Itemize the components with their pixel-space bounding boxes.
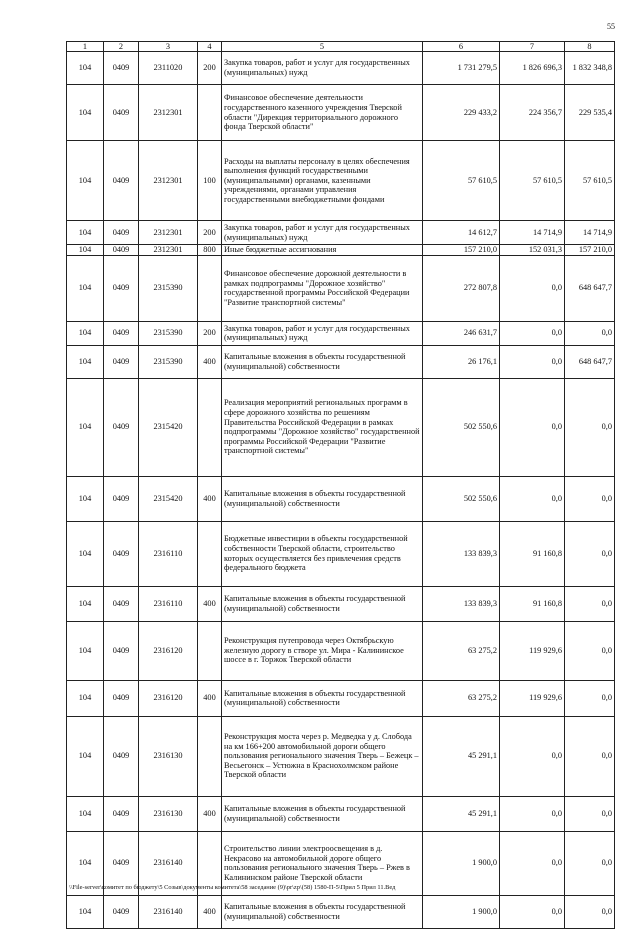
ministry-code-cell: 104 bbox=[67, 345, 104, 378]
section-code-cell: 0409 bbox=[104, 85, 139, 141]
expense-type-cell bbox=[198, 716, 222, 796]
target-article-cell: 2316130 bbox=[139, 716, 198, 796]
amount-year-1-cell: 1 900,0 bbox=[423, 831, 500, 895]
ministry-code-cell: 104 bbox=[67, 378, 104, 476]
amount-year-2-cell: 57 610,5 bbox=[500, 141, 565, 221]
item-name-cell: Иные бюджетные ассигнования bbox=[222, 245, 423, 256]
amount-year-3-cell: 0,0 bbox=[565, 321, 615, 345]
amount-year-2-cell: 0,0 bbox=[500, 831, 565, 895]
table-row bbox=[67, 521, 615, 586]
amount-year-1-cell: 1 900,0 bbox=[423, 895, 500, 928]
table-row bbox=[67, 586, 615, 621]
column-header: 4 bbox=[198, 42, 222, 52]
amount-year-3-cell: 648 647,7 bbox=[565, 255, 615, 321]
item-name-cell: Расходы на выплаты персоналу в целях обеспечения выполнения функций государственными (муниципальными) органами, казенными учреждениями, органами управления государственными внебюджетными фондами bbox=[222, 141, 423, 221]
expense-type-cell: 400 bbox=[198, 895, 222, 928]
item-name-cell: Капитальные вложения в объекты государственной (муниципальной) собственности bbox=[222, 345, 423, 378]
amount-year-3-cell: 0,0 bbox=[565, 521, 615, 586]
amount-year-2-cell: 0,0 bbox=[500, 321, 565, 345]
amount-year-1-cell: 57 610,5 bbox=[423, 141, 500, 221]
ministry-code-cell: 104 bbox=[67, 321, 104, 345]
amount-year-2-cell: 119 929,6 bbox=[500, 621, 565, 680]
amount-year-1-cell: 272 807,8 bbox=[423, 255, 500, 321]
section-code-cell: 0409 bbox=[104, 345, 139, 378]
amount-year-2-cell: 0,0 bbox=[500, 716, 565, 796]
ministry-code-cell: 104 bbox=[67, 680, 104, 716]
item-name-cell: Строительство линии электроосвещения в д. Некрасово на автомобильной дороге общего пользования регионального значения Тверь – Ржев в Калининском районе Тверской области bbox=[222, 831, 423, 895]
target-article-cell: 2315390 bbox=[139, 255, 198, 321]
amount-year-2-cell: 91 160,8 bbox=[500, 521, 565, 586]
ministry-code-cell: 104 bbox=[67, 521, 104, 586]
table-row bbox=[67, 621, 615, 680]
amount-year-3-cell: 0,0 bbox=[565, 476, 615, 521]
target-article-cell: 2316130 bbox=[139, 796, 198, 831]
section-code-cell: 0409 bbox=[104, 52, 139, 85]
section-code-cell: 0409 bbox=[104, 621, 139, 680]
table-row bbox=[67, 52, 615, 85]
column-header: 2 bbox=[104, 42, 139, 52]
amount-year-3-cell: 0,0 bbox=[565, 621, 615, 680]
amount-year-1-cell: 157 210,0 bbox=[423, 245, 500, 256]
amount-year-1-cell: 45 291,1 bbox=[423, 716, 500, 796]
target-article-cell: 2315420 bbox=[139, 476, 198, 521]
column-header: 8 bbox=[565, 42, 615, 52]
amount-year-2-cell: 0,0 bbox=[500, 345, 565, 378]
expense-type-cell bbox=[198, 621, 222, 680]
table-row bbox=[67, 321, 615, 345]
amount-year-1-cell: 1 731 279,5 bbox=[423, 52, 500, 85]
ministry-code-cell: 104 bbox=[67, 245, 104, 256]
table-row bbox=[67, 895, 615, 928]
target-article-cell: 2312301 bbox=[139, 141, 198, 221]
table-row bbox=[67, 85, 615, 141]
target-article-cell: 2315390 bbox=[139, 345, 198, 378]
amount-year-2-cell: 152 031,3 bbox=[500, 245, 565, 256]
expense-type-cell: 100 bbox=[198, 141, 222, 221]
target-article-cell: 2316120 bbox=[139, 680, 198, 716]
table-row bbox=[67, 245, 615, 256]
ministry-code-cell: 104 bbox=[67, 52, 104, 85]
ministry-code-cell: 104 bbox=[67, 621, 104, 680]
item-name-cell: Капитальные вложения в объекты государственной (муниципальной) собственности bbox=[222, 586, 423, 621]
target-article-cell: 2312301 bbox=[139, 85, 198, 141]
item-name-cell: Реконструкция путепровода через Октябрьскую железную дорогу в створе ул. Мира - Калининское шоссе в г. Торжок Тверской области bbox=[222, 621, 423, 680]
target-article-cell: 2316110 bbox=[139, 521, 198, 586]
section-code-cell: 0409 bbox=[104, 378, 139, 476]
target-article-cell: 2315420 bbox=[139, 378, 198, 476]
item-name-cell: Капитальные вложения в объекты государственной (муниципальной) собственности bbox=[222, 796, 423, 831]
amount-year-1-cell: 45 291,1 bbox=[423, 796, 500, 831]
expense-type-cell: 200 bbox=[198, 221, 222, 245]
amount-year-3-cell: 229 535,4 bbox=[565, 85, 615, 141]
section-code-cell: 0409 bbox=[104, 141, 139, 221]
amount-year-1-cell: 63 275,2 bbox=[423, 680, 500, 716]
column-header: 1 bbox=[67, 42, 104, 52]
file-path-footer: \\File-server\комитет по бюджету\5 Созыв\документы комитета\58 заседание (9)\pr\zp\(58) 1580-П-5\Прил 5 Прил 11.Вед bbox=[69, 884, 396, 891]
section-code-cell: 0409 bbox=[104, 221, 139, 245]
item-name-cell: Реконструкция моста через р. Медведка у д. Слобода на км 166+200 автомобильной дороги общего пользования регионального значения Тверь – Бежецк – Весьегонск – Устюжна в Краснохолмском районе Тверской области bbox=[222, 716, 423, 796]
amount-year-1-cell: 26 176,1 bbox=[423, 345, 500, 378]
expense-type-cell bbox=[198, 255, 222, 321]
item-name-cell: Закупка товаров, работ и услуг для государственных (муниципальных) нужд bbox=[222, 321, 423, 345]
amount-year-1-cell: 502 550,6 bbox=[423, 476, 500, 521]
ministry-code-cell: 104 bbox=[67, 831, 104, 895]
target-article-cell: 2316110 bbox=[139, 586, 198, 621]
section-code-cell: 0409 bbox=[104, 796, 139, 831]
expense-type-cell: 400 bbox=[198, 586, 222, 621]
column-header: 3 bbox=[139, 42, 198, 52]
expense-type-cell: 400 bbox=[198, 796, 222, 831]
amount-year-3-cell: 0,0 bbox=[565, 895, 615, 928]
table-row bbox=[67, 680, 615, 716]
ministry-code-cell: 104 bbox=[67, 255, 104, 321]
amount-year-2-cell: 119 929,6 bbox=[500, 680, 565, 716]
expense-type-cell bbox=[198, 378, 222, 476]
item-name-cell: Капитальные вложения в объекты государственной (муниципальной) собственности bbox=[222, 476, 423, 521]
amount-year-1-cell: 133 839,3 bbox=[423, 586, 500, 621]
amount-year-2-cell: 14 714,9 bbox=[500, 221, 565, 245]
ministry-code-cell: 104 bbox=[67, 586, 104, 621]
section-code-cell: 0409 bbox=[104, 476, 139, 521]
amount-year-1-cell: 502 550,6 bbox=[423, 378, 500, 476]
amount-year-1-cell: 63 275,2 bbox=[423, 621, 500, 680]
ministry-code-cell: 104 bbox=[67, 796, 104, 831]
amount-year-3-cell: 157 210,0 bbox=[565, 245, 615, 256]
item-name-cell: Бюджетные инвестиции в объекты государственной собственности Тверской области, строительство которых осуществляется без привлечения средств федерального бюджета bbox=[222, 521, 423, 586]
amount-year-1-cell: 246 631,7 bbox=[423, 321, 500, 345]
table-row bbox=[67, 476, 615, 521]
target-article-cell: 2316120 bbox=[139, 621, 198, 680]
ministry-code-cell: 104 bbox=[67, 221, 104, 245]
amount-year-3-cell: 57 610,5 bbox=[565, 141, 615, 221]
section-code-cell: 0409 bbox=[104, 255, 139, 321]
page-number: 55 bbox=[607, 22, 615, 31]
target-article-cell: 2316140 bbox=[139, 895, 198, 928]
table-row bbox=[67, 716, 615, 796]
amount-year-2-cell: 1 826 696,3 bbox=[500, 52, 565, 85]
section-code-cell: 0409 bbox=[104, 895, 139, 928]
amount-year-2-cell: 91 160,8 bbox=[500, 586, 565, 621]
table-row bbox=[67, 221, 615, 245]
amount-year-3-cell: 1 832 348,8 bbox=[565, 52, 615, 85]
table-row bbox=[67, 345, 615, 378]
expense-type-cell: 800 bbox=[198, 245, 222, 256]
amount-year-3-cell: 0,0 bbox=[565, 378, 615, 476]
section-code-cell: 0409 bbox=[104, 521, 139, 586]
target-article-cell: 2316140 bbox=[139, 831, 198, 895]
amount-year-2-cell: 0,0 bbox=[500, 255, 565, 321]
item-name-cell: Финансовое обеспечение деятельности государственного казенного учреждения Тверской области "Дирекция территориального дорожного фонда Тверской области" bbox=[222, 85, 423, 141]
section-code-cell: 0409 bbox=[104, 831, 139, 895]
item-name-cell: Закупка товаров, работ и услуг для государственных (муниципальных) нужд bbox=[222, 52, 423, 85]
ministry-code-cell: 104 bbox=[67, 141, 104, 221]
target-article-cell: 2312301 bbox=[139, 245, 198, 256]
table-row bbox=[67, 255, 615, 321]
section-code-cell: 0409 bbox=[104, 716, 139, 796]
column-header: 5 bbox=[222, 42, 423, 52]
expense-type-cell: 400 bbox=[198, 476, 222, 521]
item-name-cell: Реализация мероприятий региональных программ в сфере дорожного хозяйства по решениям Правительства Российской Федерации в рамках подпрограммы "Дорожное хозяйство" государственной программы Российской Федерации "Развитие транспортной системы" bbox=[222, 378, 423, 476]
target-article-cell: 2312301 bbox=[139, 221, 198, 245]
amount-year-3-cell: 0,0 bbox=[565, 831, 615, 895]
budget-table bbox=[66, 41, 615, 929]
section-code-cell: 0409 bbox=[104, 321, 139, 345]
ministry-code-cell: 104 bbox=[67, 85, 104, 141]
amount-year-3-cell: 0,0 bbox=[565, 680, 615, 716]
table-row bbox=[67, 796, 615, 831]
amount-year-1-cell: 229 433,2 bbox=[423, 85, 500, 141]
table-row bbox=[67, 141, 615, 221]
amount-year-2-cell: 0,0 bbox=[500, 796, 565, 831]
column-header: 6 bbox=[423, 42, 500, 52]
amount-year-2-cell: 0,0 bbox=[500, 378, 565, 476]
column-number-header-row bbox=[67, 42, 615, 52]
column-header: 7 bbox=[500, 42, 565, 52]
ministry-code-cell: 104 bbox=[67, 895, 104, 928]
ministry-code-cell: 104 bbox=[67, 716, 104, 796]
target-article-cell: 2311020 bbox=[139, 52, 198, 85]
table-row bbox=[67, 378, 615, 476]
amount-year-2-cell: 0,0 bbox=[500, 895, 565, 928]
expense-type-cell bbox=[198, 85, 222, 141]
expense-type-cell bbox=[198, 521, 222, 586]
amount-year-3-cell: 648 647,7 bbox=[565, 345, 615, 378]
expense-type-cell: 400 bbox=[198, 345, 222, 378]
amount-year-3-cell: 0,0 bbox=[565, 796, 615, 831]
item-name-cell: Финансовое обеспечение дорожной деятельности в рамках подпрограммы "Дорожное хозяйство" государственной программы Российской Федерации "Развитие транспортной системы" bbox=[222, 255, 423, 321]
amount-year-3-cell: 0,0 bbox=[565, 586, 615, 621]
item-name-cell: Закупка товаров, работ и услуг для государственных (муниципальных) нужд bbox=[222, 221, 423, 245]
section-code-cell: 0409 bbox=[104, 245, 139, 256]
expense-type-cell: 400 bbox=[198, 680, 222, 716]
amount-year-1-cell: 133 839,3 bbox=[423, 521, 500, 586]
amount-year-3-cell: 14 714,9 bbox=[565, 221, 615, 245]
section-code-cell: 0409 bbox=[104, 680, 139, 716]
amount-year-2-cell: 0,0 bbox=[500, 476, 565, 521]
amount-year-2-cell: 224 356,7 bbox=[500, 85, 565, 141]
expense-type-cell: 200 bbox=[198, 52, 222, 85]
ministry-code-cell: 104 bbox=[67, 476, 104, 521]
amount-year-1-cell: 14 612,7 bbox=[423, 221, 500, 245]
section-code-cell: 0409 bbox=[104, 586, 139, 621]
item-name-cell: Капитальные вложения в объекты государственной (муниципальной) собственности bbox=[222, 680, 423, 716]
target-article-cell: 2315390 bbox=[139, 321, 198, 345]
item-name-cell: Капитальные вложения в объекты государственной (муниципальной) собственности bbox=[222, 895, 423, 928]
amount-year-3-cell: 0,0 bbox=[565, 716, 615, 796]
expense-type-cell: 200 bbox=[198, 321, 222, 345]
